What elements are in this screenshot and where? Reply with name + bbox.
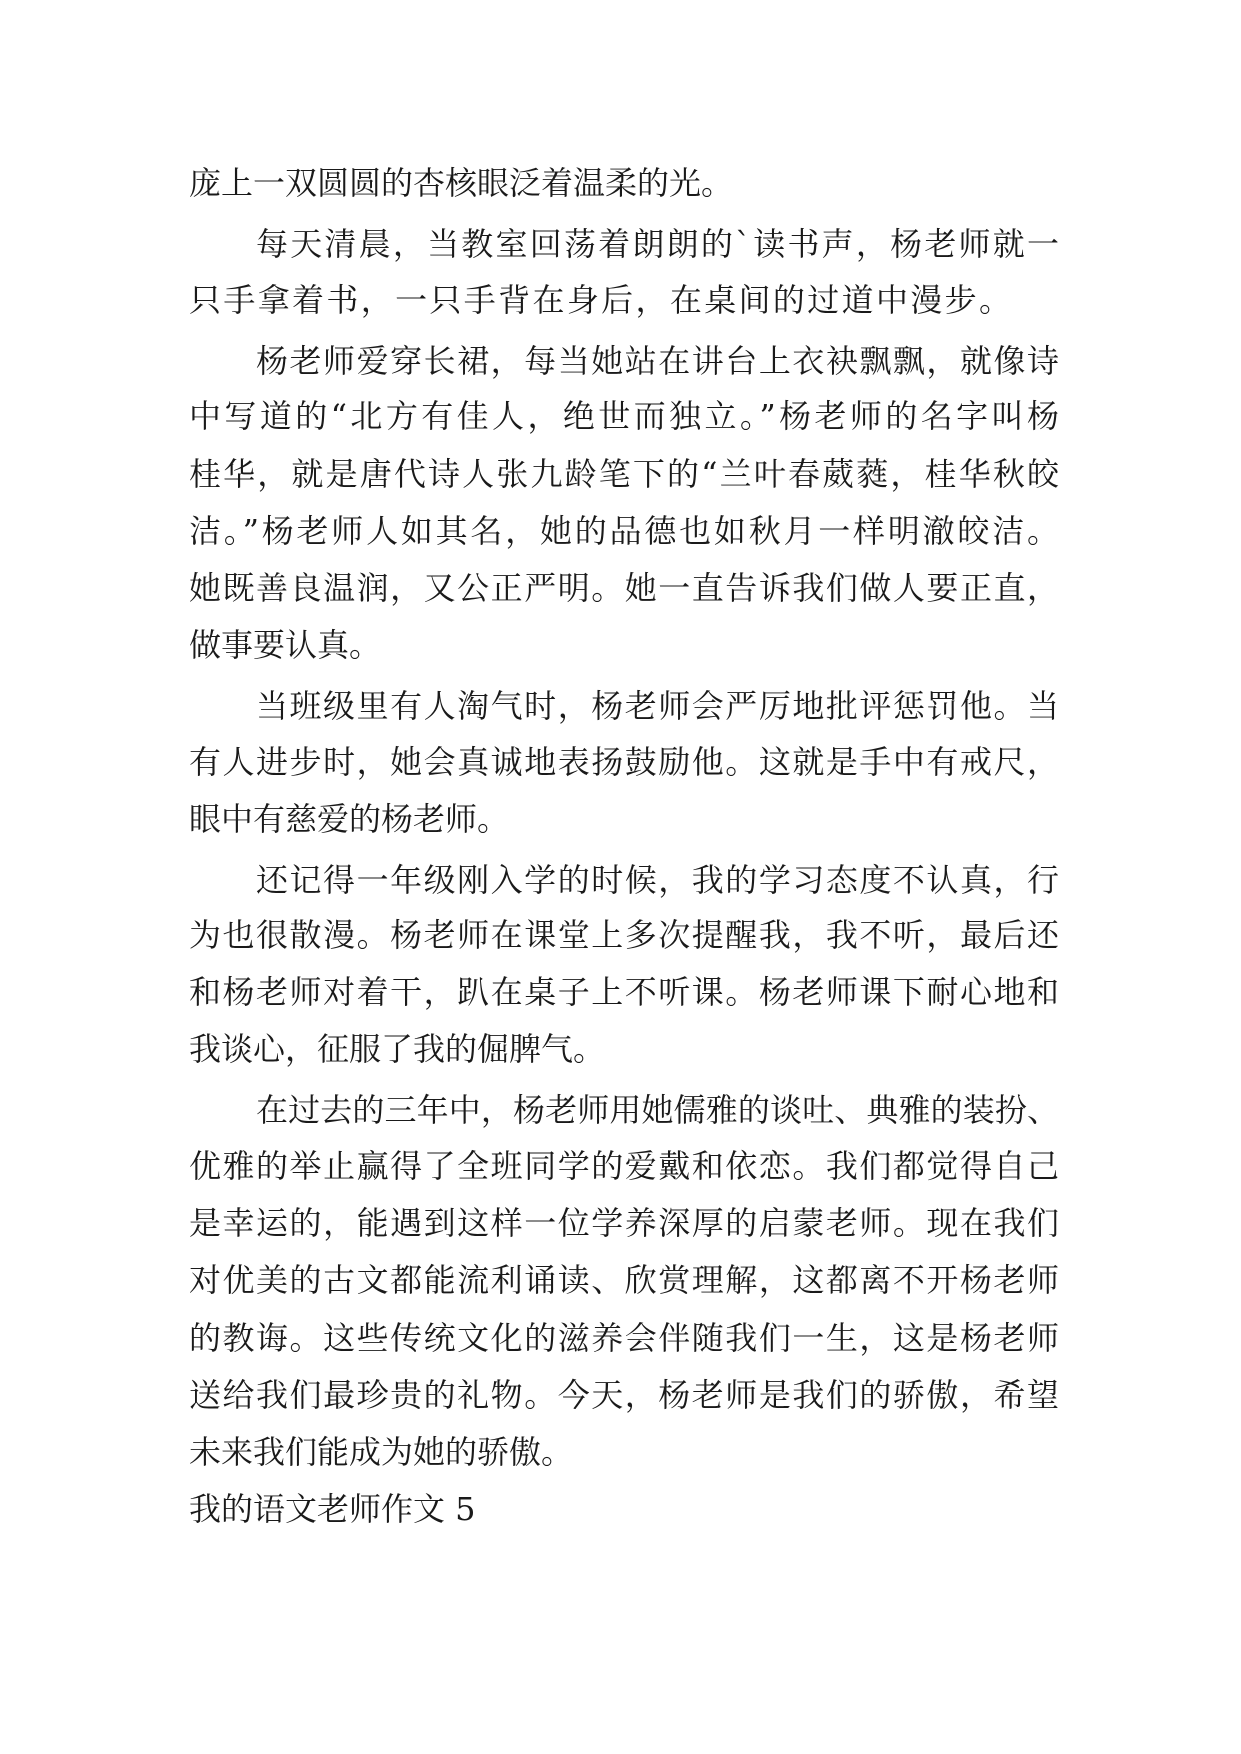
text-line: 未来我们能成为她的骄傲。 (189, 1433, 574, 1471)
paragraph-first-line: 在过去的三年中，杨老师用她儒雅的谈吐、典雅的装扮、 (256, 1091, 1059, 1129)
text-line: 对优美的古文都能流利诵读、欣赏理解，这都离不开杨老师 (189, 1261, 1059, 1299)
section-heading: 我的语文老师作文 5 (189, 1490, 476, 1528)
paragraph-first-line: 还记得一年级刚入学的时候，我的学习态度不认真，行 (256, 861, 1059, 899)
text-line: 做事要认真。 (189, 626, 382, 664)
text-line: 优雅的举止赢得了全班同学的爱戴和依恋。我们都觉得自己 (189, 1147, 1059, 1185)
text-line: 的教诲。这些传统文化的滋养会伴随我们一生，这是杨老师 (189, 1319, 1059, 1357)
text-line: 送给我们最珍贵的礼物。今天，杨老师是我们的骄傲，希望 (189, 1376, 1059, 1414)
text-line: 桂华，就是唐代诗人张九龄笔下的“兰叶春葳蕤，桂华秋皎 (189, 455, 1059, 493)
text-line: 眼中有慈爱的杨老师。 (189, 800, 510, 838)
paragraph-first-line: 杨老师爱穿长裙，每当她站在讲台上衣袂飘飘，就像诗 (256, 342, 1059, 380)
text-line: 和杨老师对着干，趴在桌子上不听课。杨老师课下耐心地和 (189, 973, 1059, 1011)
paragraph-first-line: 当班级里有人淘气时，杨老师会严厉地批评惩罚他。当 (256, 687, 1059, 725)
text-line: 我谈心，征服了我的倔脾气。 (189, 1030, 606, 1068)
text-line: 有人进步时，她会真诚地表扬鼓励他。这就是手中有戒尺， (189, 743, 1059, 781)
paragraph-first-line: 每天清晨，当教室回荡着朗朗的`读书声，杨老师就一 (256, 225, 1059, 263)
text-line: 庞上一双圆圆的杏核眼泛着温柔的光。 (189, 164, 734, 202)
text-line: 是幸运的，能遇到这样一位学养深厚的启蒙老师。现在我们 (189, 1204, 1059, 1242)
text-line: 只手拿着书，一只手背在身后，在桌间的过道中漫步。 (189, 281, 1011, 319)
text-line: 洁。”杨老师人如其名，她的品德也如秋月一样明澈皎洁。 (189, 512, 1059, 550)
text-line: 中写道的“北方有佳人，绝世而独立。”杨老师的名字叫杨 (189, 397, 1059, 435)
text-line: 为也很散漫。杨老师在课堂上多次提醒我，我不听，最后还 (189, 916, 1059, 954)
text-line: 她既善良温润，又公正严明。她一直告诉我们做人要正直， (189, 569, 1059, 607)
